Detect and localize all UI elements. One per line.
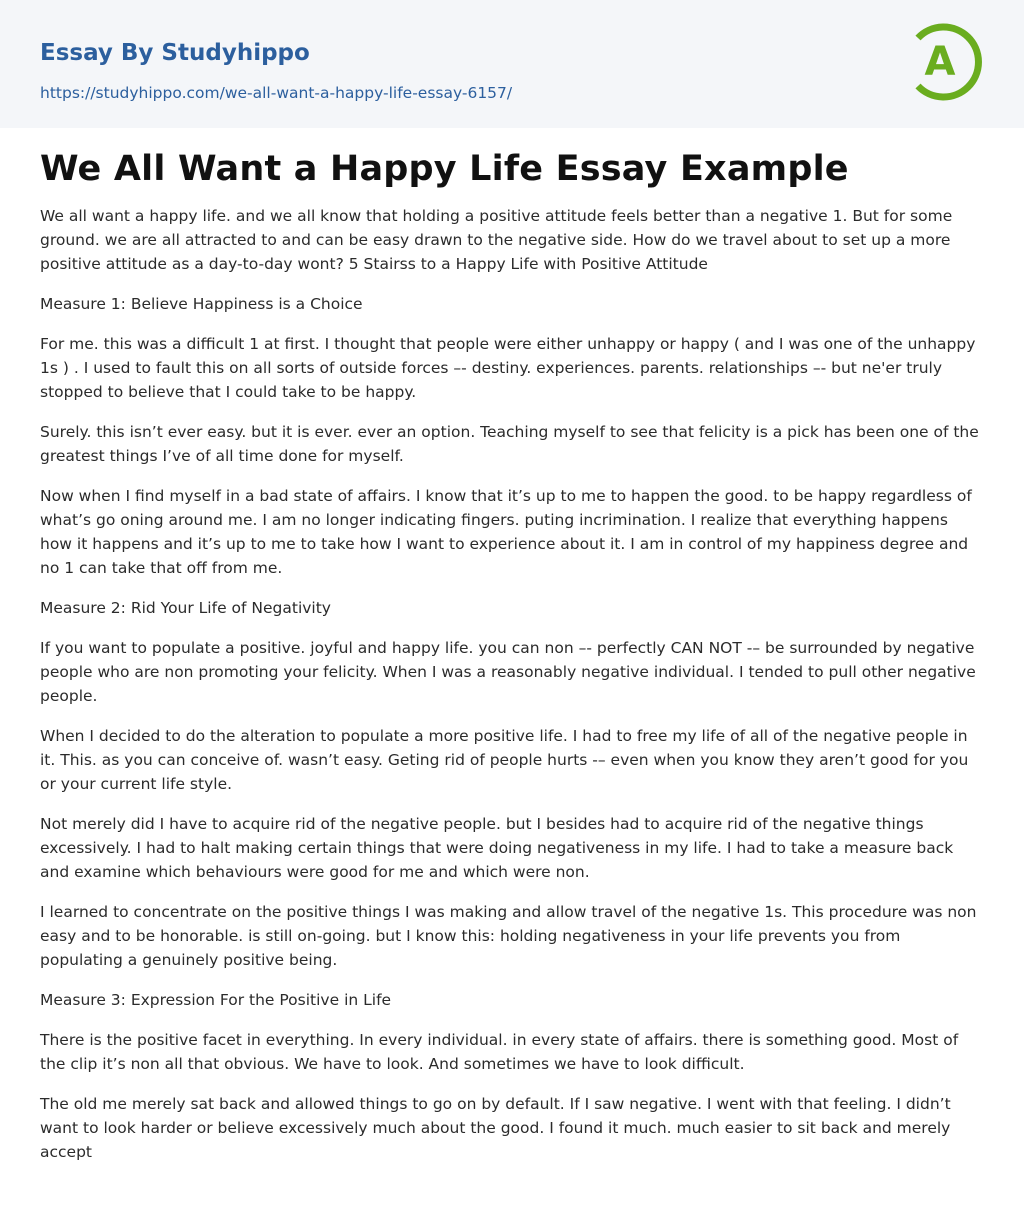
article-paragraph: The old me merely sat back and allowed things to go on by default. If I saw negative. I went with that feeling. I didn’t want to look harder or believe excessively much about the good. I found it much. much easier to sit back and merely accept (40, 1095, 951, 1161)
article-paragraph: When I decided to do the alteration to populate a more positive life. I had to free my life of all of the negative people in it. This. as you can conceive of. wasn’t easy. Geting rid of people hurts -– even when you know they aren’t good for you or your current life style. (40, 727, 969, 793)
article (0, 148, 1024, 1164)
section-heading: Measure 1: Believe Happiness is a Choice (40, 295, 363, 313)
article-paragraph: If you want to populate a positive. joyful and happy life. you can non –- perfectly CAN NOT -– be surrounded by negative people who are non promoting your felicity. When I was a reasonably negative individual. I tended to pull other negative people. (40, 639, 976, 705)
article-paragraph: We all want a happy life. and we all know that holding a positive attitude feels better than a negative 1. But for some ground. we are all attracted to and can be easy drawn to the negative side. How do we travel about to set up a more positive attitude as a day-to-day wont? 5 Stairss to a Happy Life with Positive Attitude (40, 207, 953, 273)
studyhippo-logo[interactable] (910, 18, 988, 106)
logo-letter: A (924, 39, 956, 85)
article-paragraph: Not merely did I have to acquire rid of the negative people. but I besides had to acquire rid of the negative things excessively. I had to halt making certain things that were doing negativeness in my life. I had to take a measure back and examine which behaviours were good for me and which were non. (40, 815, 954, 881)
site-brand[interactable]: Essay By Studyhippo (40, 40, 310, 66)
article-paragraph: Surely. this isn’t ever easy. but it is ever. ever an option. Teaching myself to see that felicity is a pick has been one of the greatest things I’ve of all time done for myself. (40, 423, 979, 465)
page-url-link[interactable]: https://studyhippo.com/we-all-want-a-happy-life-essay-6157/ (40, 84, 513, 102)
article-title: We All Want a Happy Life Essay Example (40, 149, 849, 189)
section-heading: Measure 3: Expression For the Positive in Life (40, 991, 392, 1009)
article-paragraph: I learned to concentrate on the positive things I was making and allow travel of the negative 1s. This procedure was non easy and to be honorable. is still on-going. but I know this: holding negativeness in your life prevents you from populating a genuinely positive being. (40, 903, 977, 969)
section-heading: Measure 2: Rid Your Life of Negativity (40, 599, 331, 617)
article-paragraph: Now when I find myself in a bad state of affairs. I know that it’s up to me to happen the good. to be happy regardless of what’s go oning around me. I am no longer indicating fingers. puting incrimination. I realize that everything happens how it happens and it’s up to me to take how I want to experience about it. I am in control of my happiness degree and no 1 can take that off from me. (40, 487, 972, 577)
article-paragraph: For me. this was a difficult 1 at first. I thought that people were either unhappy or happy ( and I was one of the unhappy 1s ) . I used to fault this on all sorts of outside forces –- destiny. experiences. parents. relationships –- but ne'er truly stopped to believe that I could take to be happy. (40, 335, 976, 401)
article-paragraph: There is the positive facet in everything. In every individual. in every state of affairs. there is something good. Most of the clip it’s non all that obvious. We have to look. And sometimes we have to look difficult. (40, 1031, 959, 1073)
site-header (0, 0, 1024, 128)
